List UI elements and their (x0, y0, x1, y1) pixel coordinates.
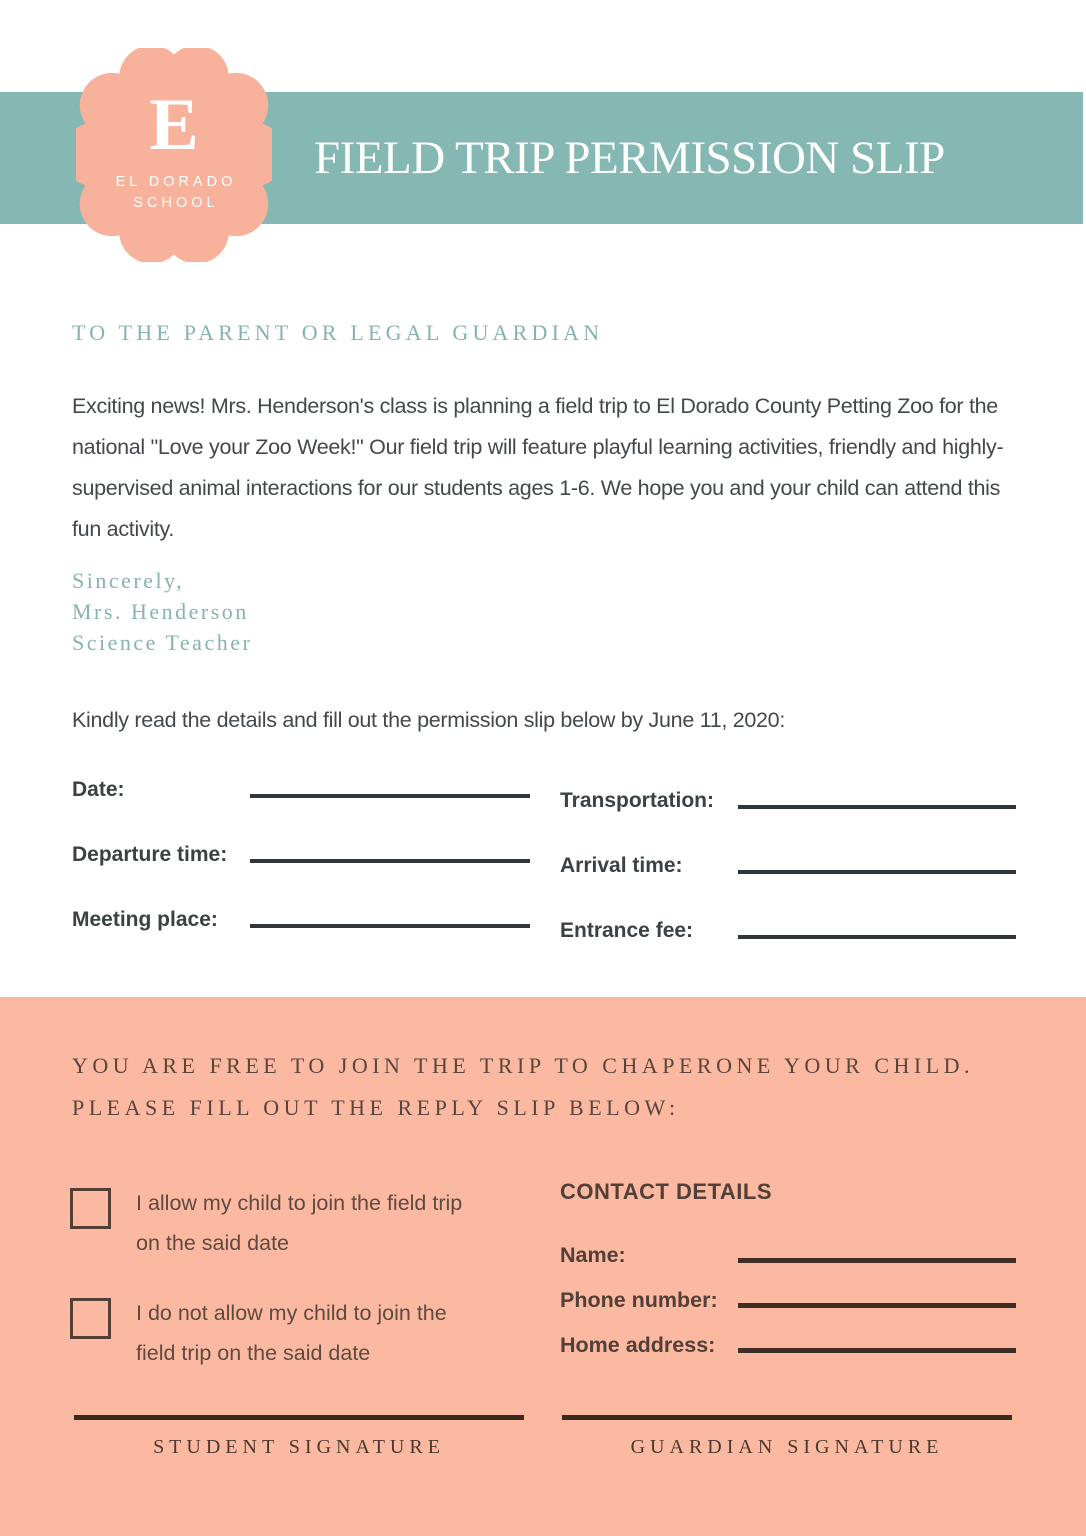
arrival-time-field-row (560, 848, 1016, 878)
home-address-fill-line[interactable] (738, 1348, 1016, 1353)
school-name-line1: EL DORADO (115, 174, 237, 190)
closing-teacher-name: Mrs. Henderson (72, 599, 249, 624)
name-field-row (560, 1238, 1016, 1268)
reply-slip-section (0, 997, 1086, 1536)
meeting-place-label: Meeting place: (72, 908, 218, 931)
reply-heading-line1: YOU ARE FREE TO JOIN THE TRIP TO CHAPERONE YOUR CHILD. (72, 1053, 975, 1078)
arrival-time-fill-line[interactable] (738, 870, 1016, 874)
arrival-time-label: Arrival time: (560, 854, 683, 877)
allow-option-label: I allow my child to join the field trip on the said date (136, 1191, 463, 1255)
allow-checkbox[interactable] (70, 1188, 111, 1229)
page-title: FIELD TRIP PERMISSION SLIP (314, 132, 945, 184)
date-label: Date: (72, 778, 125, 801)
not-allow-option-row (70, 1293, 510, 1373)
transportation-field-row (560, 783, 1016, 813)
phone-number-fill-line[interactable] (738, 1303, 1016, 1308)
details-form-left-column (72, 772, 530, 978)
name-fill-line[interactable] (738, 1258, 1016, 1263)
transportation-fill-line[interactable] (738, 805, 1016, 809)
school-logo-badge (76, 48, 272, 262)
signatures-row (0, 1415, 1086, 1459)
entrance-fee-label: Entrance fee: (560, 919, 694, 942)
instruction-line: Kindly read the details and fill out the permission slip below by June 11, 2020: (72, 708, 786, 732)
departure-time-label: Departure time: (72, 843, 228, 866)
home-address-field-row (560, 1328, 1016, 1358)
entrance-fee-field-row (560, 913, 1016, 943)
entrance-fee-fill-line[interactable] (738, 935, 1016, 939)
permission-options (70, 1183, 510, 1403)
meeting-place-field-row (72, 902, 530, 932)
not-allow-option-label: I do not allow my child to join the field trip on the said date (136, 1301, 447, 1365)
contact-details-heading: CONTACT DETAILS (560, 1179, 772, 1204)
letter-closing (72, 565, 252, 658)
student-signature-block (74, 1415, 524, 1459)
home-address-label: Home address: (560, 1333, 716, 1357)
allow-option-row (70, 1183, 510, 1263)
trip-details-form (72, 772, 1016, 978)
reply-slip-heading (72, 1045, 974, 1129)
guardian-signature-block (562, 1415, 1012, 1459)
date-field-row (72, 772, 530, 802)
phone-number-label: Phone number: (560, 1288, 718, 1312)
school-initial: E (149, 84, 199, 166)
not-allow-checkbox[interactable] (70, 1298, 111, 1339)
transportation-label: Transportation: (560, 789, 715, 812)
departure-time-field-row (72, 837, 530, 867)
departure-time-fill-line[interactable] (250, 859, 530, 863)
meeting-place-fill-line[interactable] (250, 924, 530, 928)
reply-heading-line2: PLEASE FILL OUT THE REPLY SLIP BELOW: (72, 1095, 680, 1120)
guardian-signature-label: GUARDIAN SIGNATURE (630, 1436, 944, 1458)
closing-sincerely: Sincerely, (72, 568, 185, 593)
closing-teacher-title: Science Teacher (72, 630, 253, 655)
student-signature-line[interactable] (74, 1415, 524, 1420)
name-label: Name: (560, 1243, 626, 1267)
contact-details-block (560, 1179, 1016, 1373)
date-fill-line[interactable] (250, 794, 530, 798)
salutation-heading: TO THE PARENT OR LEGAL GUARDIAN (72, 320, 604, 345)
guardian-signature-line[interactable] (562, 1415, 1012, 1420)
phone-number-field-row (560, 1283, 1016, 1313)
details-form-right-column (560, 772, 1016, 978)
letter-body-paragraph: Exciting news! Mrs. Henderson's class is planning a field trip to El Dorado County Petting Zoo for the national "Love your Zoo Week!" Our field trip will feature playful learning activities, friendly and highly-supervised animal interactions for our students ages 1-6. We hope you and your child can attend this fun activity. (72, 394, 1004, 541)
school-name-line2: SCHOOL (133, 195, 219, 211)
student-signature-label: STUDENT SIGNATURE (153, 1436, 445, 1458)
badge-content (76, 48, 272, 262)
